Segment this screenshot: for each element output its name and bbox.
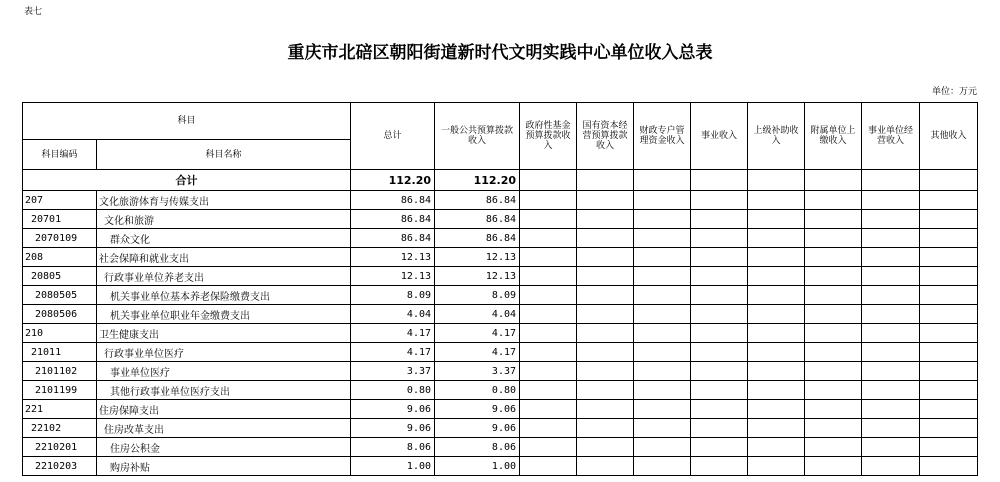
row-general: 3.37 <box>435 362 520 381</box>
row-code: 2101199 <box>23 381 97 400</box>
row-empty-cell <box>862 229 920 248</box>
row-empty-cell <box>920 400 978 419</box>
row-empty-cell <box>520 419 577 438</box>
row-empty-cell <box>805 229 862 248</box>
header-col-affiliated-units: 附属单位上缴收入 <box>805 103 862 170</box>
row-empty-cell <box>691 362 748 381</box>
row-code: 2080505 <box>23 286 97 305</box>
row-empty-cell <box>920 324 978 343</box>
row-empty-cell <box>805 248 862 267</box>
row-empty-cell <box>634 210 691 229</box>
row-general: 8.06 <box>435 438 520 457</box>
table-number-label: 表七 <box>24 7 43 17</box>
total-general-value: 112.20 <box>435 170 520 191</box>
row-empty-cell <box>520 438 577 457</box>
header-col-special-account: 财政专户管理资金收入 <box>634 103 691 170</box>
row-name: 事业单位医疗 <box>97 362 351 381</box>
row-empty-cell <box>691 343 748 362</box>
row-code: 20805 <box>23 267 97 286</box>
row-empty-cell <box>805 210 862 229</box>
row-empty-cell <box>577 191 634 210</box>
row-empty-cell <box>920 286 978 305</box>
row-empty-cell <box>691 419 748 438</box>
row-total: 1.00 <box>351 457 435 476</box>
row-empty-cell <box>577 400 634 419</box>
table-row <box>23 362 978 381</box>
table-row <box>23 191 978 210</box>
row-empty-cell <box>862 381 920 400</box>
row-empty-cell <box>805 438 862 457</box>
row-empty-cell <box>577 210 634 229</box>
row-empty-cell <box>634 381 691 400</box>
row-empty-cell <box>634 400 691 419</box>
row-empty-cell <box>691 305 748 324</box>
row-empty-cell <box>748 400 805 419</box>
row-general: 8.09 <box>435 286 520 305</box>
row-empty-cell <box>691 191 748 210</box>
row-empty-cell <box>748 305 805 324</box>
row-empty-cell <box>520 210 577 229</box>
row-name: 购房补贴 <box>97 457 351 476</box>
row-empty-cell <box>862 210 920 229</box>
row-general: 86.84 <box>435 210 520 229</box>
row-empty-cell <box>691 400 748 419</box>
row-empty-cell <box>634 191 691 210</box>
row-empty-cell <box>748 286 805 305</box>
row-empty-cell <box>634 438 691 457</box>
table-row <box>23 286 978 305</box>
row-empty-cell <box>577 457 634 476</box>
row-name: 住房改革支出 <box>97 419 351 438</box>
row-name: 行政事业单位医疗 <box>97 343 351 362</box>
row-empty-cell <box>691 210 748 229</box>
row-empty-cell <box>920 191 978 210</box>
row-general: 0.80 <box>435 381 520 400</box>
row-empty-cell <box>920 229 978 248</box>
row-general: 86.84 <box>435 191 520 210</box>
table-row <box>23 381 978 400</box>
table-row <box>23 210 978 229</box>
row-code: 2080506 <box>23 305 97 324</box>
row-empty-cell <box>634 324 691 343</box>
row-empty-cell <box>862 286 920 305</box>
row-empty-cell <box>748 210 805 229</box>
row-empty-cell <box>920 362 978 381</box>
row-empty-cell <box>920 457 978 476</box>
row-empty-cell <box>634 457 691 476</box>
row-empty-cell <box>520 362 577 381</box>
row-empty-cell <box>748 362 805 381</box>
row-code: 208 <box>23 248 97 267</box>
total-row <box>23 170 978 191</box>
row-empty-cell <box>520 324 577 343</box>
row-general: 4.04 <box>435 305 520 324</box>
row-empty-cell <box>862 419 920 438</box>
row-empty-cell <box>634 362 691 381</box>
row-empty-cell <box>691 457 748 476</box>
header-col-state-capital: 国有资本经营预算拨款收入 <box>577 103 634 170</box>
row-total: 4.17 <box>351 343 435 362</box>
row-empty-cell <box>691 286 748 305</box>
row-empty-cell <box>805 324 862 343</box>
row-empty-cell <box>862 438 920 457</box>
row-empty-cell <box>520 400 577 419</box>
table-row <box>23 324 978 343</box>
row-empty-cell <box>520 248 577 267</box>
row-empty-cell <box>520 191 577 210</box>
row-total: 3.37 <box>351 362 435 381</box>
row-empty-cell <box>520 457 577 476</box>
row-general: 12.13 <box>435 248 520 267</box>
row-empty-cell <box>520 343 577 362</box>
row-empty-cell <box>577 362 634 381</box>
row-code: 2210203 <box>23 457 97 476</box>
row-empty-cell <box>805 419 862 438</box>
row-name: 其他行政事业单位医疗支出 <box>97 381 351 400</box>
row-empty-cell <box>862 191 920 210</box>
row-name: 机关事业单位基本养老保险缴费支出 <box>97 286 351 305</box>
row-empty-cell <box>520 267 577 286</box>
row-empty-cell <box>577 324 634 343</box>
row-general: 12.13 <box>435 267 520 286</box>
row-empty-cell <box>862 324 920 343</box>
row-general: 9.06 <box>435 400 520 419</box>
row-empty-cell <box>862 362 920 381</box>
row-empty-cell <box>862 267 920 286</box>
row-empty-cell <box>691 324 748 343</box>
row-name: 住房公积金 <box>97 438 351 457</box>
row-code: 21011 <box>23 343 97 362</box>
row-empty-cell <box>748 229 805 248</box>
header-col-gov-fund: 政府性基金预算拨款收入 <box>520 103 577 170</box>
header-col-general-budget: 一般公共预算拨款收入 <box>435 103 520 170</box>
row-empty-cell <box>577 267 634 286</box>
header-col-total: 总计 <box>351 103 435 170</box>
row-total: 86.84 <box>351 191 435 210</box>
row-empty-cell <box>634 229 691 248</box>
table-row <box>23 457 978 476</box>
row-code: 207 <box>23 191 97 210</box>
page-title: 重庆市北碚区朝阳街道新时代文明实践中心单位收入总表 <box>287 43 713 63</box>
row-empty-cell <box>577 343 634 362</box>
row-empty-cell <box>691 229 748 248</box>
row-name: 卫生健康支出 <box>97 324 351 343</box>
row-empty-cell <box>920 438 978 457</box>
header-col-other-income: 其他收入 <box>920 103 978 170</box>
header-kemu: 科目 <box>23 103 351 140</box>
row-name: 群众文化 <box>97 229 351 248</box>
row-general: 4.17 <box>435 343 520 362</box>
row-empty-cell <box>920 267 978 286</box>
table-row <box>23 248 978 267</box>
header-col-business-income: 事业收入 <box>691 103 748 170</box>
row-empty-cell <box>862 457 920 476</box>
row-empty-cell <box>920 210 978 229</box>
row-empty-cell <box>748 343 805 362</box>
row-empty-cell <box>805 400 862 419</box>
row-code: 2070109 <box>23 229 97 248</box>
row-empty-cell <box>805 362 862 381</box>
row-empty-cell <box>805 343 862 362</box>
row-empty-cell <box>577 286 634 305</box>
row-name: 文化和旅游 <box>97 210 351 229</box>
row-empty-cell <box>748 324 805 343</box>
row-total: 9.06 <box>351 419 435 438</box>
row-empty-cell <box>805 267 862 286</box>
row-empty-cell <box>748 457 805 476</box>
row-code: 210 <box>23 324 97 343</box>
unit-label: 单位：万元 <box>931 87 977 97</box>
row-empty-cell <box>577 248 634 267</box>
row-code: 221 <box>23 400 97 419</box>
row-total: 86.84 <box>351 210 435 229</box>
row-empty-cell <box>748 381 805 400</box>
row-empty-cell <box>691 267 748 286</box>
row-name: 文化旅游体育与传媒支出 <box>97 191 351 210</box>
row-empty-cell <box>920 419 978 438</box>
row-code: 22102 <box>23 419 97 438</box>
row-empty-cell <box>520 381 577 400</box>
row-empty-cell <box>805 286 862 305</box>
row-empty-cell <box>920 248 978 267</box>
row-empty-cell <box>748 248 805 267</box>
header-code: 科目编码 <box>23 140 97 170</box>
row-empty-cell <box>691 438 748 457</box>
row-total: 12.13 <box>351 248 435 267</box>
row-empty-cell <box>862 305 920 324</box>
row-empty-cell <box>805 457 862 476</box>
table-row <box>23 305 978 324</box>
row-name: 机关事业单位职业年金缴费支出 <box>97 305 351 324</box>
row-empty-cell <box>862 400 920 419</box>
header-name: 科目名称 <box>97 140 351 170</box>
row-total: 8.09 <box>351 286 435 305</box>
row-empty-cell <box>577 381 634 400</box>
table-row <box>23 267 978 286</box>
row-total: 8.06 <box>351 438 435 457</box>
row-total: 9.06 <box>351 400 435 419</box>
table-row <box>23 229 978 248</box>
row-empty-cell <box>805 305 862 324</box>
row-empty-cell <box>634 286 691 305</box>
row-empty-cell <box>520 229 577 248</box>
row-name: 行政事业单位养老支出 <box>97 267 351 286</box>
table-row <box>23 438 978 457</box>
row-general: 9.06 <box>435 419 520 438</box>
row-empty-cell <box>691 248 748 267</box>
row-empty-cell <box>748 438 805 457</box>
header-col-operating-income: 事业单位经营收入 <box>862 103 920 170</box>
row-empty-cell <box>634 343 691 362</box>
total-label: 合计 <box>23 170 351 191</box>
row-total: 0.80 <box>351 381 435 400</box>
income-summary-table <box>22 102 978 476</box>
row-empty-cell <box>577 438 634 457</box>
row-empty-cell <box>920 381 978 400</box>
row-empty-cell <box>748 419 805 438</box>
row-empty-cell <box>862 248 920 267</box>
table-row <box>23 343 978 362</box>
row-general: 86.84 <box>435 229 520 248</box>
row-general: 4.17 <box>435 324 520 343</box>
table-row <box>23 400 978 419</box>
header-col-superior-subsidy: 上级补助收入 <box>748 103 805 170</box>
row-total: 86.84 <box>351 229 435 248</box>
row-name: 社会保障和就业支出 <box>97 248 351 267</box>
row-empty-cell <box>920 305 978 324</box>
row-empty-cell <box>634 248 691 267</box>
row-total: 12.13 <box>351 267 435 286</box>
row-empty-cell <box>577 419 634 438</box>
row-empty-cell <box>634 305 691 324</box>
row-code: 20701 <box>23 210 97 229</box>
row-total: 4.04 <box>351 305 435 324</box>
row-empty-cell <box>691 381 748 400</box>
total-value: 112.20 <box>351 170 435 191</box>
table-row <box>23 419 978 438</box>
row-empty-cell <box>634 267 691 286</box>
row-empty-cell <box>805 191 862 210</box>
row-general: 1.00 <box>435 457 520 476</box>
row-empty-cell <box>577 305 634 324</box>
row-empty-cell <box>748 191 805 210</box>
row-total: 4.17 <box>351 324 435 343</box>
row-empty-cell <box>748 267 805 286</box>
row-empty-cell <box>920 343 978 362</box>
row-empty-cell <box>577 229 634 248</box>
row-empty-cell <box>862 343 920 362</box>
row-empty-cell <box>520 286 577 305</box>
row-empty-cell <box>805 381 862 400</box>
row-empty-cell <box>520 305 577 324</box>
row-name: 住房保障支出 <box>97 400 351 419</box>
row-code: 2101102 <box>23 362 97 381</box>
row-code: 2210201 <box>23 438 97 457</box>
row-empty-cell <box>634 419 691 438</box>
